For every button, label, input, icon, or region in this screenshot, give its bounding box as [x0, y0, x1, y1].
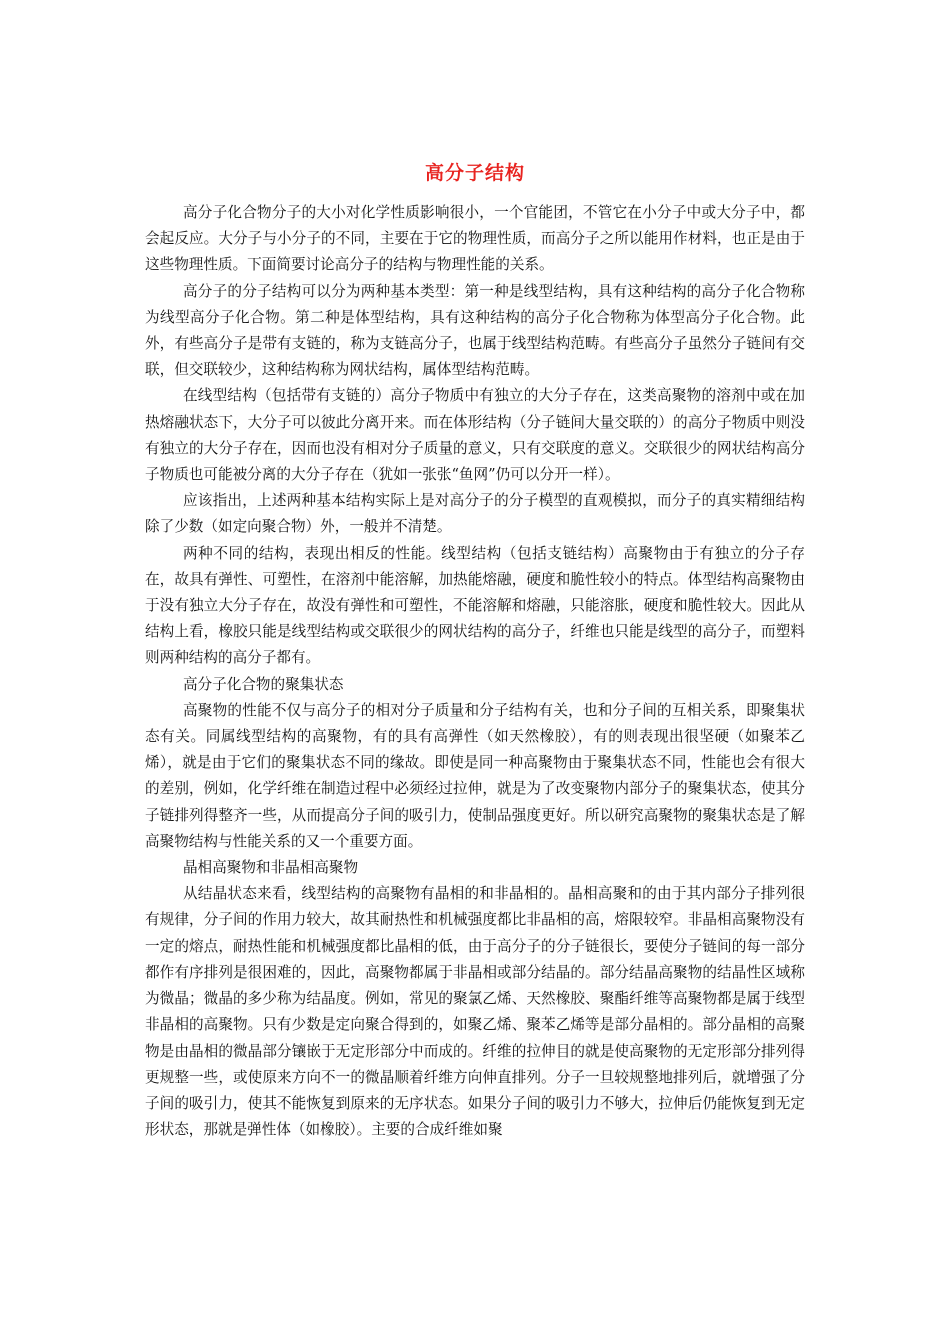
document-body	[145, 200, 805, 1143]
paragraph: 高聚物的性能不仅与高分子的相对分子质量和分子结构有关，也和分子间的互相关系，即聚集状态有关。同属线型结构的高聚物，有的具有高弹性（如天然橡胶），有的则表现出很坚硬（如聚苯乙烯），就是由于它们的聚集状态不同的缘故。即使是同一种高聚物由于聚集状态不同，性能也会有很大的差别，例如，化学纤维在制造过程中必须经过拉伸，就是为了改变聚物内部分子的聚集状态，使其分子链排列得整齐一些，从而提高分子间的吸引力，使制品强度更好。所以研究高聚物的聚集状态是了解高聚物结构与性能关系的又一个重要方面。	[145, 701, 805, 850]
paragraph: 两种不同的结构，表现出相反的性能。线型结构（包括支链结构）高聚物由于有独立的分子存在，故具有弹性、可塑性，在溶剂中能溶解，加热能熔融，硬度和脆性较小的特点。体型结构高聚物由于没有独立大分子存在，故没有弹性和可塑性，不能溶解和熔融，只能溶胀，硬度和脆性较大。因此从结构上看，橡胶只能是线型结构或交联很少的网状结构的高分子，纤维也只能是线型的高分子，而塑料则两种结构的高分子都有。	[145, 544, 805, 667]
paragraph: 从结晶状态来看，线型结构的高聚物有晶相的和非晶相的。晶相高聚和的由于其内部分子排列很有规律，分子间的作用力较大，故其耐热性和机械强度都比非晶相的高，熔限较窄。非晶相高聚物没有一定的熔点，耐热性能和机械强度都比晶相的低，由于高分子的分子链很长，要使分子链间的每一部分都作有序排列是很困难的，因此，高聚物都属于非晶相或部分结晶的。部分结晶高聚物的结晶性区域称为微晶；微晶的多少称为结晶度。例如，常见的聚氯乙烯、天然橡胶、聚酯纤维等高聚物都是属于线型非晶相的高聚物。只有少数是定向聚合得到的，如聚乙烯、聚苯乙烯等是部分晶相的。部分晶相的高聚物是由晶相的微晶部分镶嵌于无定形部分中而成的。纤维的拉伸目的就是使高聚物的无定形部分排列得更规整一些，或使原来方向不一的微晶顺着纤维方向伸直排列。分子一旦较规整地排列后，就增强了分子间的吸引力，使其不能恢复到原来的无序状态。如果分子间的吸引力不够大，拉伸后仍能恢复到无定形状态，那就是弹性体（如橡胶）。主要的合成纤维如聚	[145, 885, 805, 1139]
paragraph: 在线型结构（包括带有支链的）高分子物质中有独立的大分子存在，这类高聚物的溶剂中或在加热熔融状态下，大分子可以彼此分离开来。而在体形结构（分子链间大量交联的）的高分子物质中则没有独立的大分子存在，因而也没有相对分子质量的意义，只有交联度的意义。交联很少的网状结构高分子物质也可能被分离的大分子存在（犹如一张张“鱼网”仍可以分开一样）。	[145, 387, 805, 484]
paragraph: 应该指出，上述两种基本结构实际上是对高分子的分子模型的直观模拟，而分子的真实精细结构除了少数（如定向聚合物）外，一般并不清楚。	[145, 492, 805, 536]
paragraph: 高分子化合物分子的大小对化学性质影响很小，一个官能团，不管它在小分子中或大分子中，都会起反应。大分子与小分子的不同，主要在于它的物理性质，而高分子之所以能用作材料，也正是由于这些物理性质。下面简要讨论高分子的结构与物理性能的关系。	[145, 204, 805, 274]
section-heading: 晶相高聚物和非晶相高聚物	[182, 859, 359, 877]
document-title: 高分子结构	[424, 162, 525, 184]
paragraph: 高分子的分子结构可以分为两种基本类型：第一种是线型结构，具有这种结构的高分子化合物称为线型高分子化合物。第二种是体型结构，具有这种结构的高分子化合物称为体型高分子化合物。此外，有些高分子是带有支链的，称为支链高分子，也属于线型结构范畴。有些高分子虽然分子链间有交联，但交联较少，这种结构称为网状结构，属体型结构范畴。	[145, 282, 805, 379]
section-heading: 高分子化合物的聚集状态	[182, 675, 344, 693]
